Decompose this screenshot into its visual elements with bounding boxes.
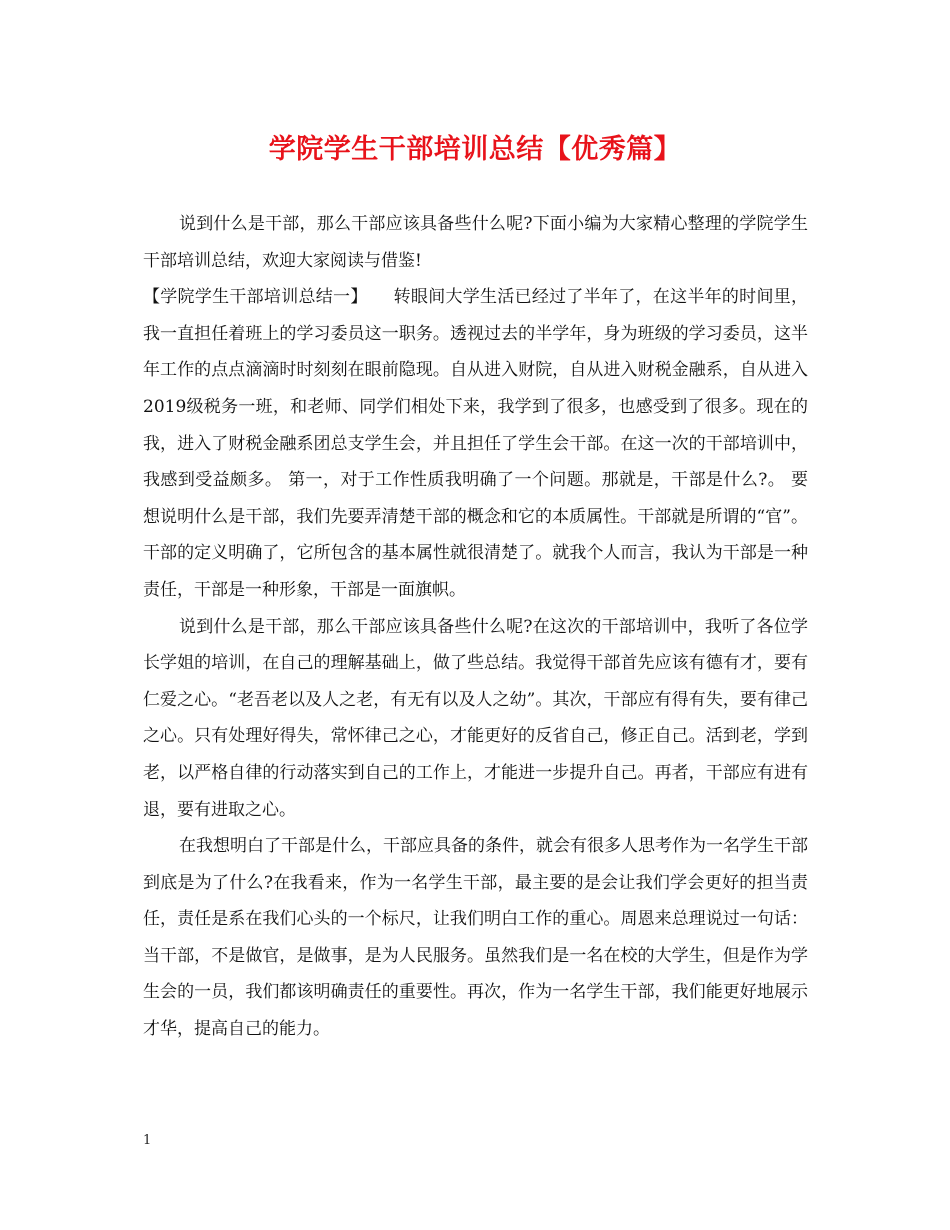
document-body [143, 206, 808, 1048]
qualities-paragraph: 说到什么是干部，那么干部应该具备些什么呢?在这次的干部培训中，我听了各位学长学姐的培训，在自己的理解基础上，做了些总结。我觉得干部首先应该有德有才，要有仁爱之心。“老吾老以及人之老，有无有以及人之幼”。其次，干部应有得有失，要有律己之心。只有处理好得失，常怀律己之心，才能更好的反省自己，修正自己。活到老，学到老，以严格自律的行动落实到自己的工作上，才能进一步提升自己。再者，干部应有进有退，要有进取之心。 [143, 616, 808, 820]
intro-paragraph: 说到什么是干部，那么干部应该具备些什么呢?下面小编为大家精心整理的学院学生干部培训总结，欢迎大家阅读与借鉴! [143, 214, 808, 271]
page-title: 学院学生干部培训总结【优秀篇】 [268, 134, 682, 165]
page-number: 1 [143, 1133, 152, 1148]
responsibility-paragraph: 在我想明白了干部是什么，干部应具备的条件，就会有很多人思考作为一名学生干部到底是为了什么?在我看来，作为一名学生干部，最主要的是会让我们学会更好的担当责任，责任是系在我们心头的一个标尺，让我们明白工作的重心。周恩来总理说过一句话：当干部，不是做官，是做事，是为人民服务。虽然我们是一名在校的大学生，但是作为学生会的一员，我们都该明确责任的重要性。再次，作为一名学生干部，我们能更好地展示才华，提高自己的能力。 [143, 836, 808, 1040]
summary-one-paragraph: 【学院学生干部培训总结一】 转眼间大学生活已经过了半年了，在这半年的时间里，我一直担任着班上的学习委员这一职务。透视过去的半学年，身为班级的学习委员，这半年工作的点点滴滴时时刻刻在眼前隐现。自从进入财院，自从进入财税金融系，自从进入2019级税务一班，和老师、同学们相处下来，我学到了很多，也感受到了很多。现在的我，进入了财税金融系团总支学生会，并且担任了学生会干部。在这一次的干部培训中，我感到受益颇多。 第一，对于工作性质我明确了一个问题。那就是，干部是什么?。 要想说明什么是干部，我们先要弄清楚干部的概念和它的本质属性。干部就是所谓的“官”。干部的定义明确了，它所包含的基本属性就很清楚了。就我个人而言，我认为干部是一种责任，干部是一种形象，干部是一面旗帜。 [143, 287, 808, 600]
